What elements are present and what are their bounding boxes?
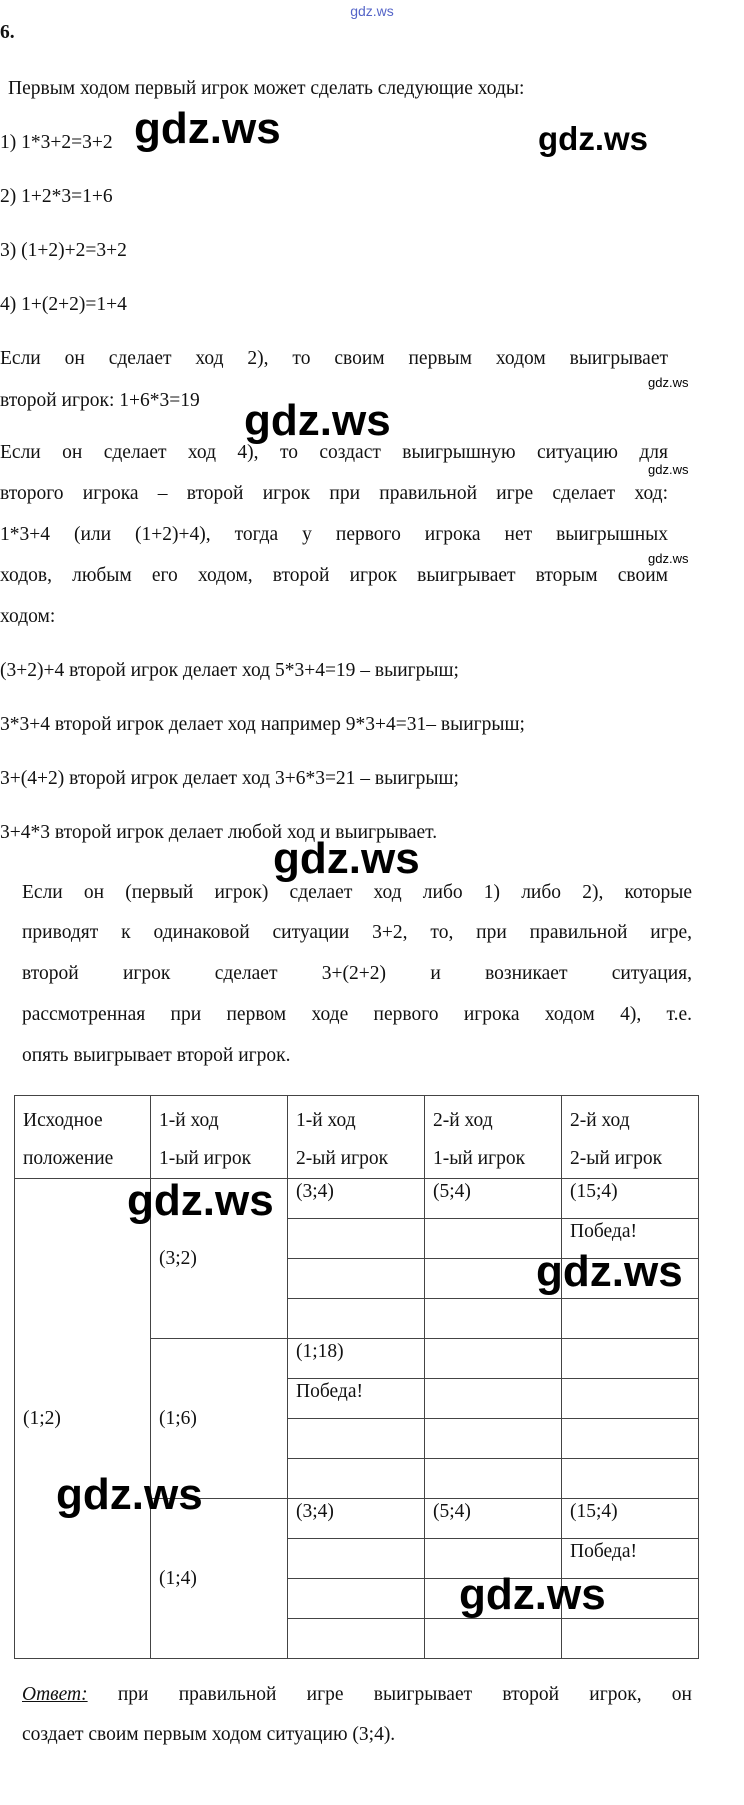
case-4: 3+4*3 второй игрок делает любой ход и выигрывает. — [0, 822, 438, 843]
table-row — [15, 1179, 699, 1219]
move-2: 2) 1+2*3=1+6 — [0, 186, 113, 207]
para3-line2: приводят к одинаковой ситуации 3+2, то, при правильной игре, — [22, 922, 692, 943]
watermark-logo: gdz.ws — [459, 1570, 606, 1619]
cell-branch3-result: Победа! — [562, 1539, 699, 1579]
watermark-logo: gdz.ws — [536, 1247, 683, 1296]
header-move2-player1: 2-й ход 1-ый игрок — [425, 1096, 562, 1179]
move-3: 3) (1+2)+2=3+2 — [0, 240, 127, 261]
move-4: 4) 1+(2+2)=1+4 — [0, 294, 127, 315]
watermark-logo: gdz.ws — [648, 462, 689, 477]
answer-line1-text: при правильной игре выигрывает второй игрок, он — [117, 1684, 692, 1705]
para1-line1: Если он сделает ход 2), то своим первым ходом выигрывает — [0, 348, 668, 369]
para3-line4: рассмотренная при первом ходе первого игрока ходом 4), т.е. — [22, 1004, 692, 1025]
watermark-logo: gdz.ws — [648, 375, 689, 390]
cell-branch1-second: (3;4) — [288, 1179, 425, 1219]
para1-line2: второй игрок: 1+6*3=19 — [0, 390, 200, 411]
header-start-position: Исходное положение — [15, 1096, 151, 1179]
cell-start: (1;2) — [15, 1179, 151, 1659]
cell-branch1-fourth: (15;4) — [562, 1179, 699, 1219]
cell-branch2-result: Победа! — [288, 1379, 425, 1419]
para3-line3: второй игрок сделает 3+(2+2) и возникает ситуация, — [22, 963, 692, 984]
header-move1-player2: 1-й ход 2-ый игрок — [288, 1096, 425, 1179]
case-2: 3*3+4 второй игрок делает ход например 9*3+4=31– выигрыш; — [0, 714, 525, 735]
watermark-logo: gdz.ws — [538, 120, 649, 157]
header-move2-player2: 2-й ход 2-ый игрок — [562, 1096, 699, 1179]
task-number: 6. — [0, 22, 15, 43]
watermark-logo: gdz.ws — [56, 1470, 203, 1519]
cell-branch2-first: (1;6) — [151, 1339, 288, 1499]
watermark-logo: gdz.ws — [648, 551, 689, 566]
site-header-link[interactable]: gdz.ws — [350, 3, 394, 19]
cell-branch1-result: Победа! — [562, 1219, 699, 1259]
table-header-row — [15, 1096, 699, 1179]
para3-line5: опять выигрывает второй игрок. — [22, 1045, 291, 1066]
cell-branch3-fourth: (15;4) — [562, 1499, 699, 1539]
watermark-logo: gdz.ws — [134, 104, 281, 153]
cell-branch3-third: (5;4) — [425, 1499, 562, 1539]
intro-text: Первым ходом первый игрок может сделать следующие ходы: — [8, 78, 525, 99]
cell-branch1-first: (3;2) — [151, 1179, 288, 1339]
cell-branch2-second: (1;18) — [288, 1339, 425, 1379]
case-3: 3+(4+2) второй игрок делает ход 3+6*3=21 – выигрыш; — [0, 768, 459, 789]
cell-branch1-third: (5;4) — [425, 1179, 562, 1219]
para2-line5: ходом: — [0, 606, 56, 627]
answer-line2: создает своим первым ходом ситуацию (3;4). — [22, 1724, 396, 1745]
answer-label: Ответ: — [22, 1684, 88, 1705]
para2-line3: 1*3+4 (или (1+2)+4), тогда у первого игрока нет выигрышных — [0, 524, 668, 545]
para2-line1: Если он сделает ход 4), то создаст выигрышную ситуацию для — [0, 442, 668, 463]
watermark-logo: gdz.ws — [127, 1176, 274, 1225]
watermark-logo: gdz.ws — [244, 396, 391, 445]
para2-line4: ходов, любым его ходом, второй игрок выигрывает вторым своим — [0, 565, 668, 586]
answer-line1 — [22, 1682, 692, 1708]
case-1: (3+2)+4 второй игрок делает ход 5*3+4=19 – выигрыш; — [0, 660, 459, 681]
cell-branch3-first: (1;4) — [151, 1499, 288, 1659]
watermark-logo: gdz.ws — [273, 834, 420, 883]
cell-branch3-second: (3;4) — [288, 1499, 425, 1539]
para3-line1: Если он (первый игрок) сделает ход либо 1) либо 2), которые — [22, 882, 692, 903]
header-move1-player1: 1-й ход 1-ый игрок — [151, 1096, 288, 1179]
move-1: 1) 1*3+2=3+2 — [0, 132, 113, 153]
para2-line2: второго игрока – второй игрок при правильной игре сделает ход: — [0, 483, 668, 504]
